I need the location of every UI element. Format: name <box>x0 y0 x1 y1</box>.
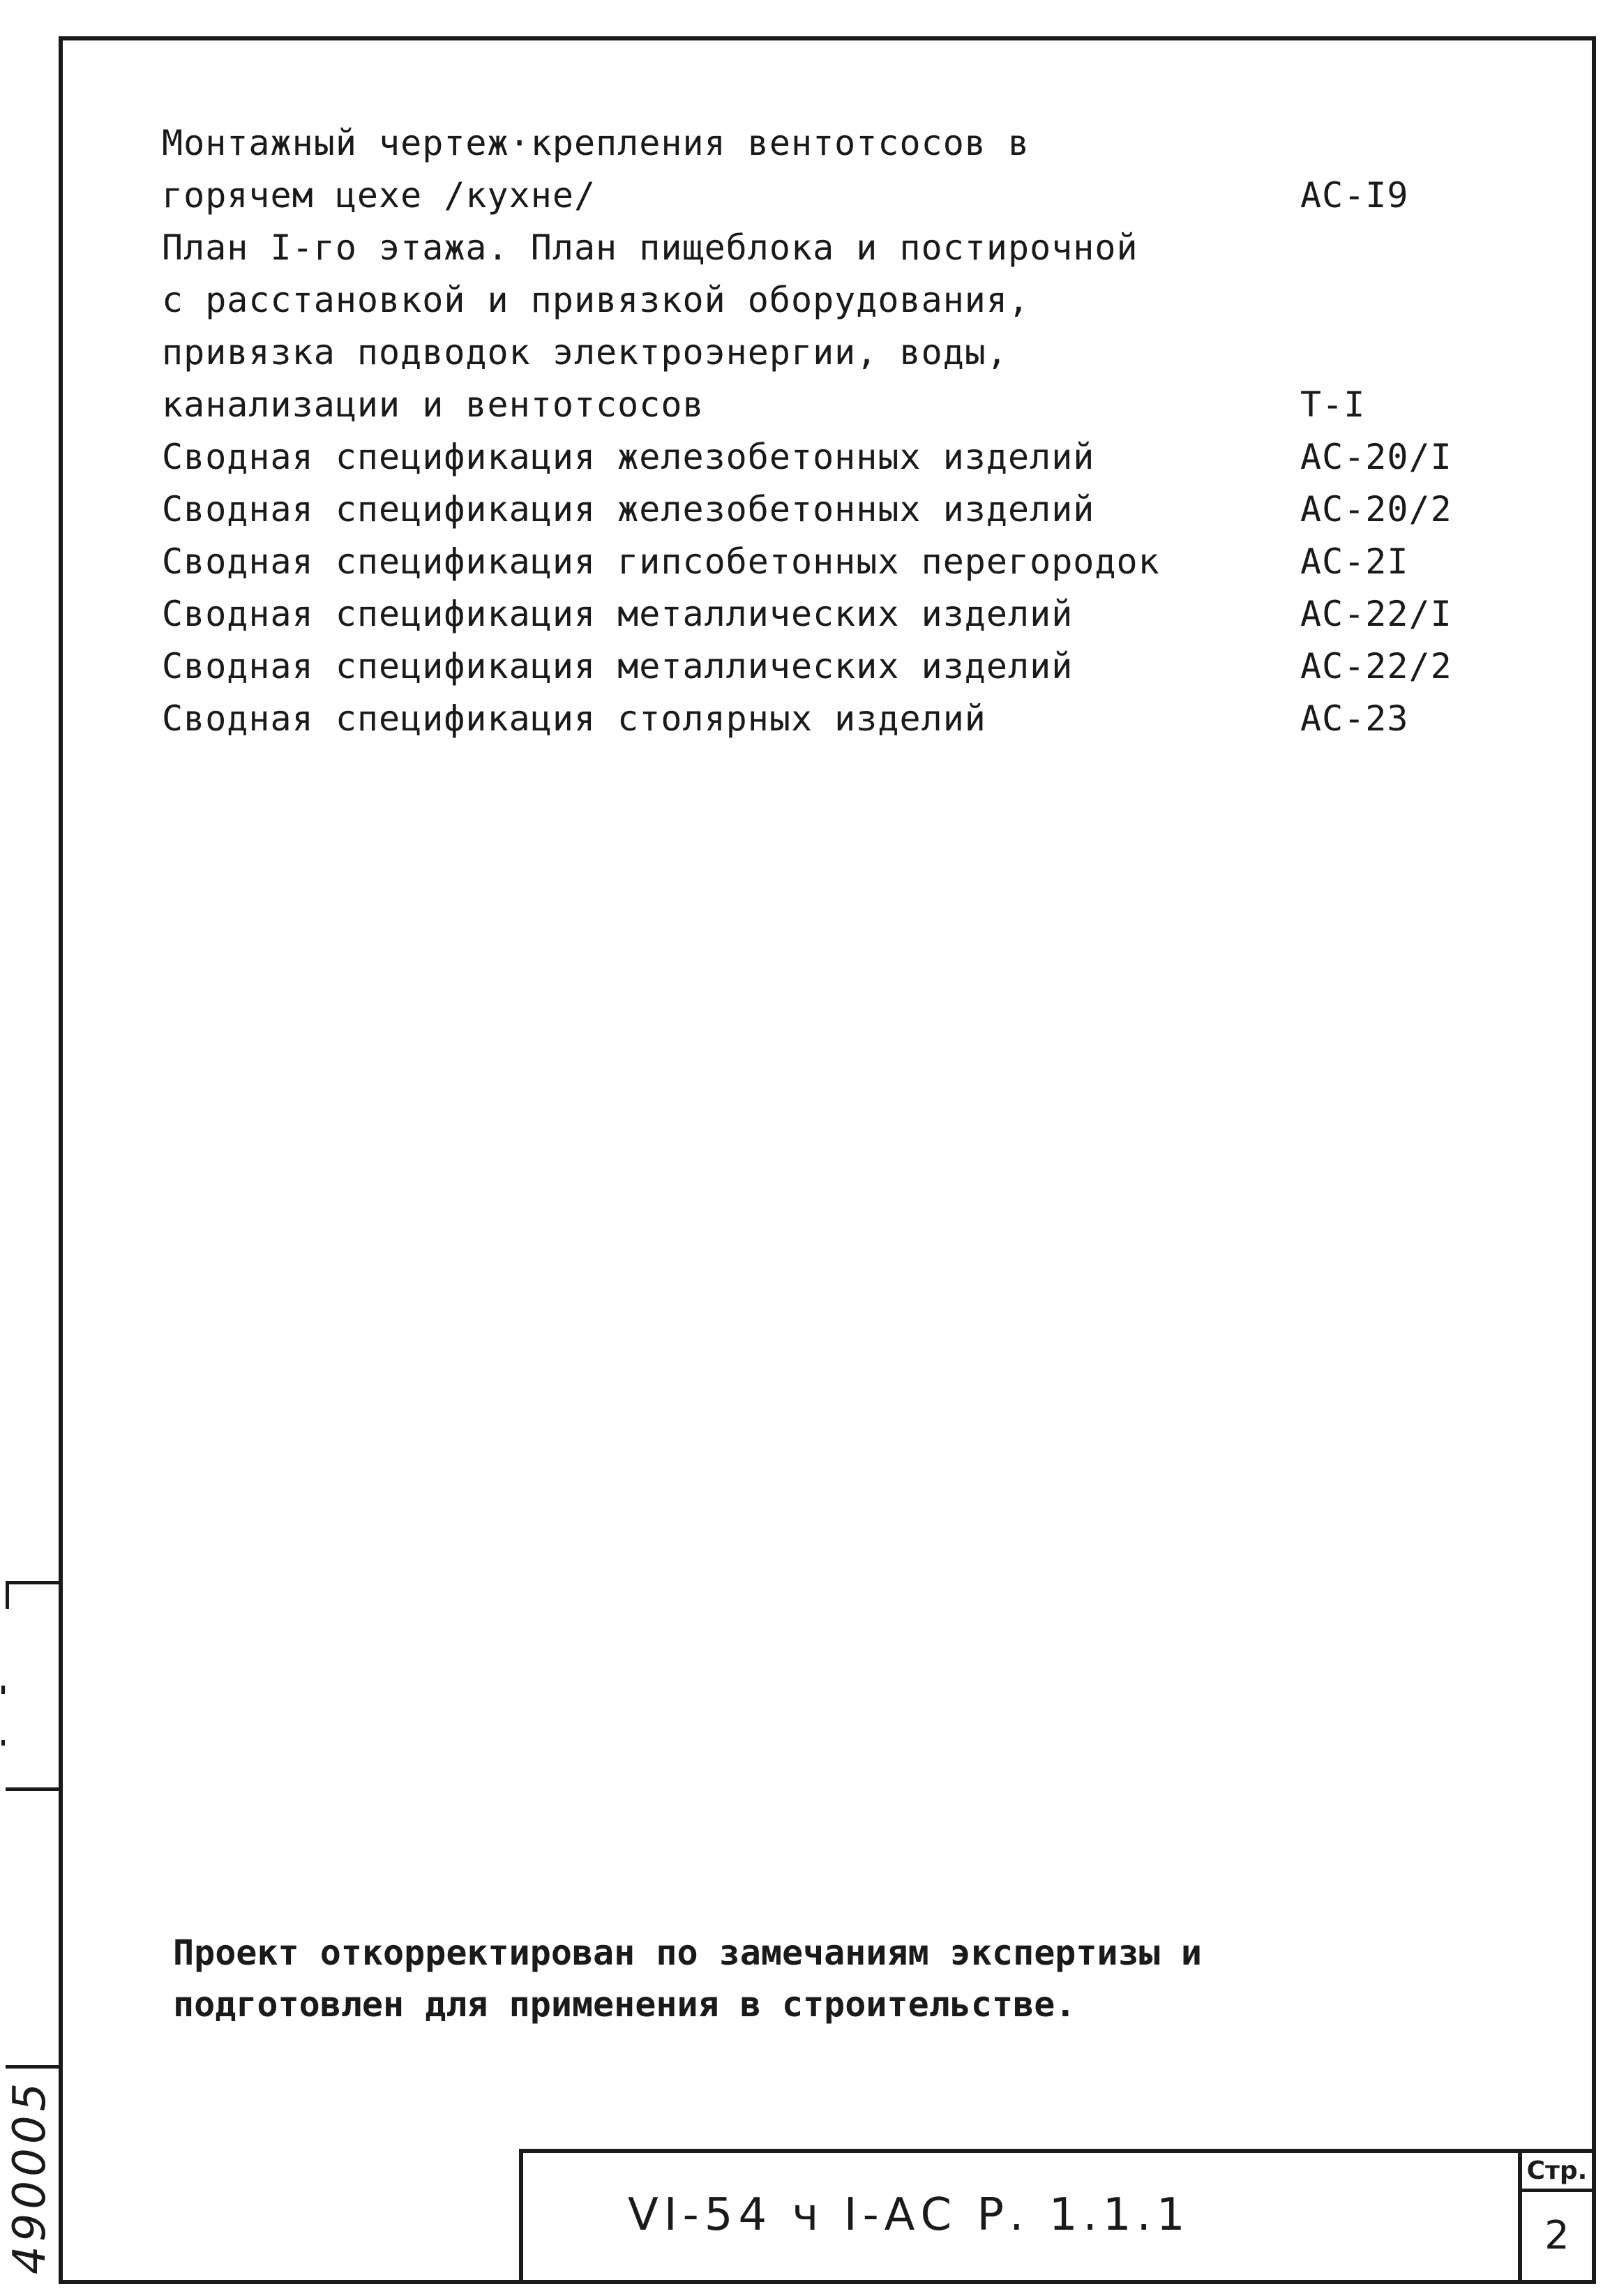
list-item <box>162 117 1529 170</box>
title-block <box>519 2149 1518 2280</box>
margin-mark-number-box <box>6 2065 59 2069</box>
list-item <box>162 588 1529 640</box>
page-label: Стр. <box>1522 2153 1592 2192</box>
list-item-title: Сводная спецификация металлических изделий <box>162 594 1074 634</box>
list-item-code: Т-I <box>1300 384 1366 425</box>
list-item <box>162 536 1529 588</box>
list-item <box>162 222 1529 274</box>
list-item <box>162 640 1529 693</box>
list-item-code: АС-2I <box>1300 541 1409 582</box>
list-item-code: АС-22/2 <box>1300 646 1452 686</box>
page-number: 2 <box>1544 2213 1570 2258</box>
list-item-title: Сводная спецификация металлических изделий <box>162 646 1074 686</box>
list-item-title: Монтажный чертеж·крепления вентотсосов в <box>162 123 1030 163</box>
list-item <box>162 170 1529 222</box>
list-item-code: АС-20/2 <box>1300 489 1452 530</box>
page-cell <box>1518 2149 1592 2280</box>
list-item-code: АС-22/I <box>1300 594 1452 634</box>
correction-note <box>173 1927 1202 2030</box>
list-item-code: АС-I9 <box>1300 175 1409 216</box>
correction-note-line-1: Проект откорректирован по замечаниям экспертизы и <box>173 1933 1203 1973</box>
list-item <box>162 274 1529 327</box>
margin-mark-dot-2 <box>1 1740 5 1746</box>
list-item <box>162 327 1529 379</box>
list-item <box>162 379 1529 431</box>
margin-mark-bottom <box>6 1787 59 1791</box>
margin-mark-dot-1 <box>1 1686 5 1694</box>
margin-mark-top <box>6 1581 59 1584</box>
list-item <box>162 431 1529 483</box>
list-item-title: Сводная спецификация гипсобетонных перегородок <box>162 541 1160 582</box>
list-item-code: АС-23 <box>1300 698 1409 739</box>
list-item-title: Сводная спецификация столярных изделий <box>162 698 986 739</box>
margin-mark-tick <box>6 1581 9 1609</box>
list-item-title: горячем цехе /кухне/ <box>162 175 596 216</box>
list-item <box>162 693 1529 745</box>
list-item-title: План I-го этажа. План пищеблока и постирочной <box>162 227 1138 268</box>
document-designation: VI-54 ч I-АС Р. 1.1.1 <box>628 2189 1191 2241</box>
list-item-title: канализации и вентотсосов <box>162 384 705 425</box>
drawing-list <box>162 117 1529 745</box>
inventory-number: 490005 <box>4 2078 56 2274</box>
list-item-title: привязка подводок электроэнергии, воды, <box>162 332 1008 373</box>
list-item <box>162 483 1529 536</box>
list-item-title: Сводная спецификация железобетонных изделий <box>162 437 1095 477</box>
list-item-title: Сводная спецификация железобетонных изделий <box>162 489 1095 530</box>
list-item-title: с расстановкой и привязкой оборудования, <box>162 280 1030 320</box>
correction-note-line-2: подготовлен для применения в строительстве. <box>173 1984 1076 2025</box>
list-item-code: АС-20/I <box>1300 437 1452 477</box>
